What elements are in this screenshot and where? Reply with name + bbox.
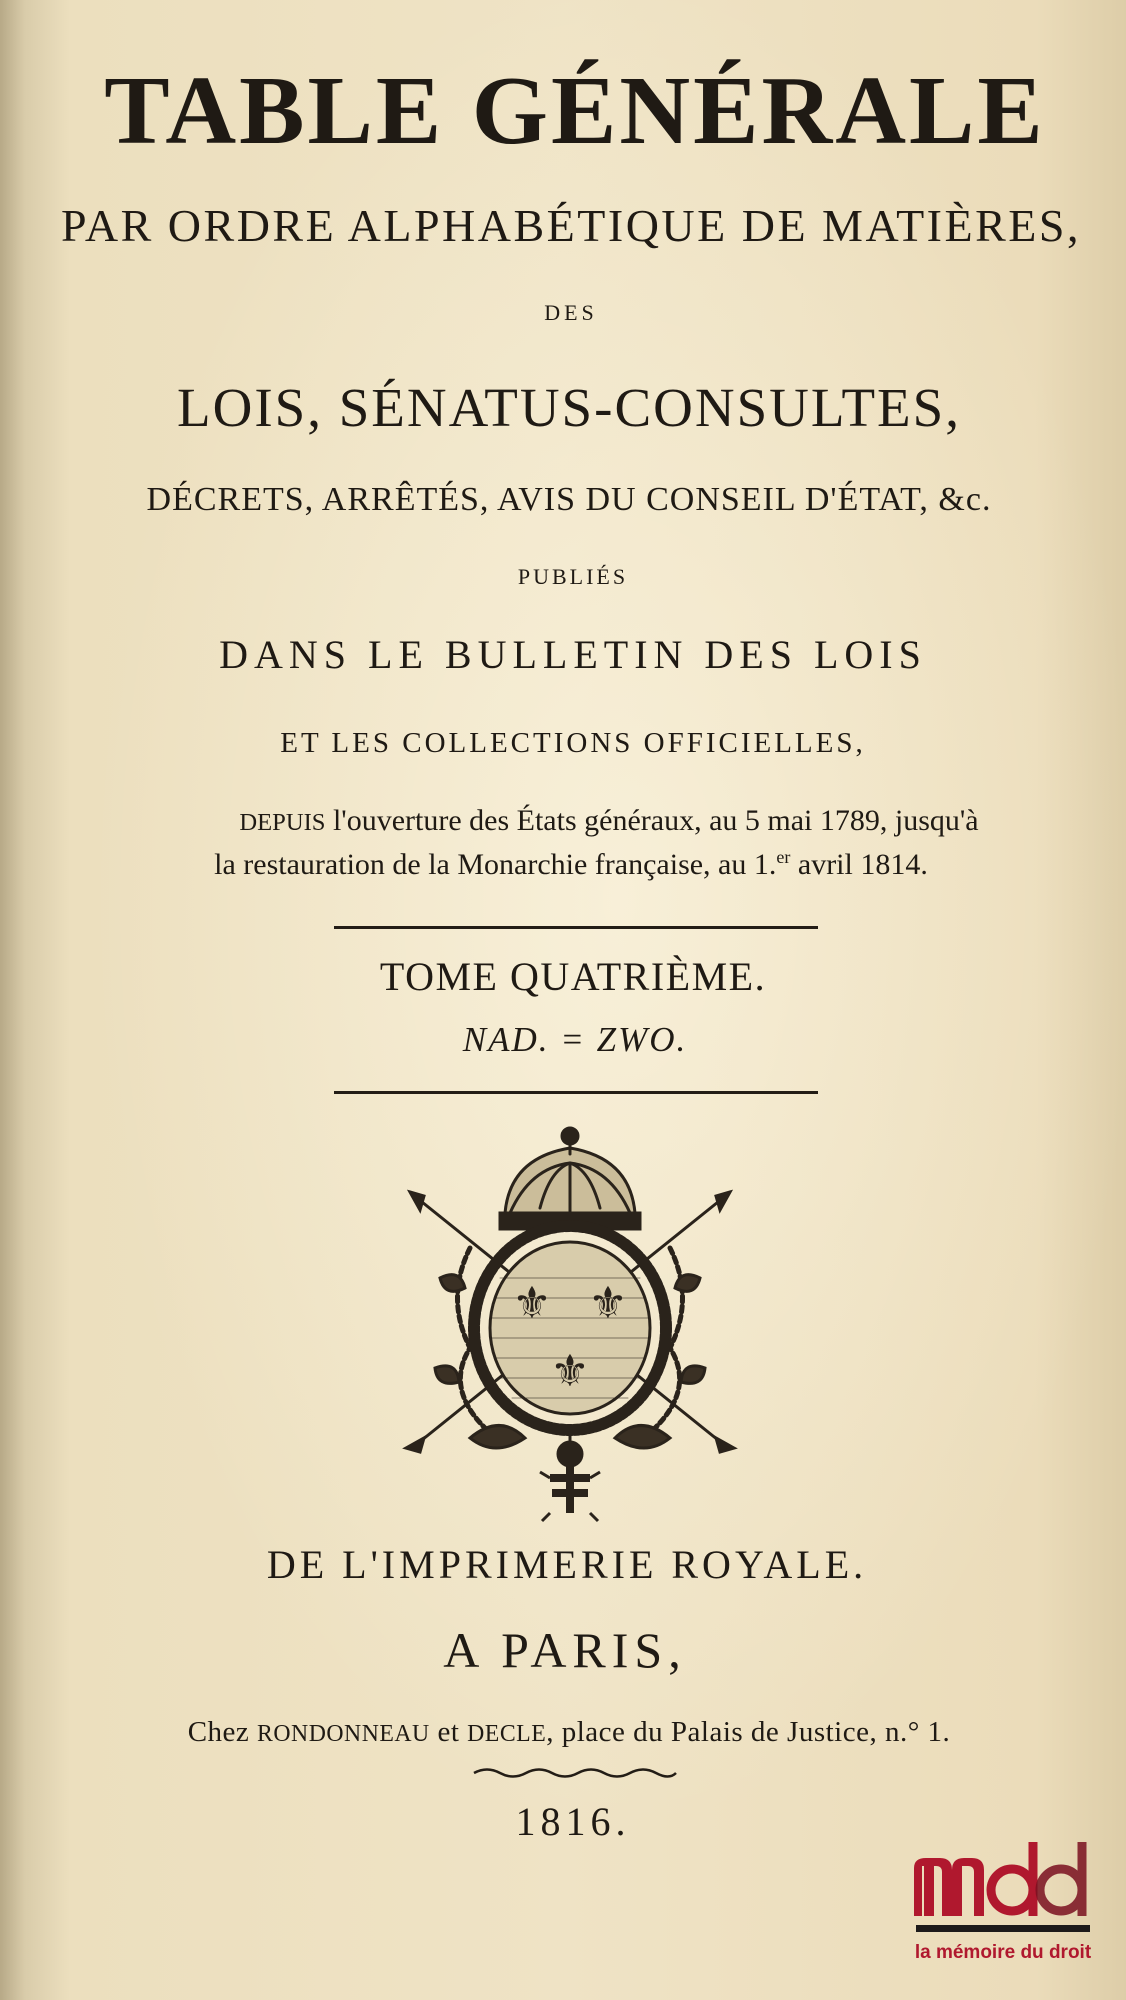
publisher-text-3: , place du Palais de Justice, n.° 1. — [546, 1716, 951, 1748]
publisher-text-2: et — [429, 1716, 468, 1748]
publication-year: 1816. — [515, 1799, 631, 1844]
printer-name: DE L'IMPRIMERIE ROYALE. — [266, 1542, 868, 1587]
subtitle-publies: PUBLIÉS — [517, 564, 629, 589]
svg-text:⚜: ⚜ — [512, 1278, 552, 1329]
volume-label: TOME QUATRIÈME. — [379, 954, 767, 999]
subtitle-des: DES — [544, 300, 598, 325]
svg-text:⚜: ⚜ — [588, 1278, 628, 1329]
top-rule — [334, 926, 818, 929]
mdd-logo — [908, 1838, 1098, 1988]
flourish-ornament — [470, 1766, 680, 1780]
date-range-superscript: er — [776, 847, 791, 867]
subtitle-lois: LOIS, SÉNATUS-CONSULTES, — [177, 377, 961, 438]
publisher-rondonneau: RONDONNEAU — [257, 1721, 430, 1747]
subtitle-collections: ET LES COLLECTIONS OFFICIELLES, — [280, 727, 866, 759]
publisher-text-1: Chez — [187, 1716, 258, 1748]
mdd-logo-bar — [916, 1925, 1090, 1932]
date-range-line-2 — [0, 848, 1126, 880]
subtitle-bulletin: DANS LE BULLETIN DES LOIS — [219, 632, 927, 677]
depuis-word: DEPUIS — [239, 809, 326, 836]
royal-coat-of-arms-icon — [400, 1118, 740, 1530]
subtitle-decrets: DÉCRETS, ARRÊTÉS, AVIS DU CONSEIL D'ÉTAT, &c. — [146, 481, 992, 518]
subtitle-alphabetical-order: PAR ORDRE ALPHABÉTIQUE DE MATIÈRES, — [61, 200, 1081, 251]
mdd-logo-mark — [914, 1838, 1090, 1916]
mdd-logo-caption: la mémoire du droit — [914, 1942, 1092, 1963]
publisher-decle: DECLE — [467, 1721, 547, 1747]
date-range-text-1: l'ouverture des États généraux, au 5 mai 1789, jusqu'à — [332, 804, 979, 837]
city: A PARIS, — [443, 1622, 687, 1678]
date-range-line-1 — [0, 806, 1126, 836]
bottom-rule — [334, 1091, 818, 1094]
svg-text:⚜: ⚜ — [550, 1346, 590, 1397]
date-range-text-2: la restauration de la Monarchie française, au 1. — [214, 848, 777, 881]
document-title: TABLE GÉNÉRALE — [104, 57, 1046, 165]
volume-range: NAD. = ZWO. — [462, 1020, 688, 1059]
publisher-address — [0, 1718, 1126, 1747]
date-range-text-3: avril 1814. — [790, 848, 928, 881]
